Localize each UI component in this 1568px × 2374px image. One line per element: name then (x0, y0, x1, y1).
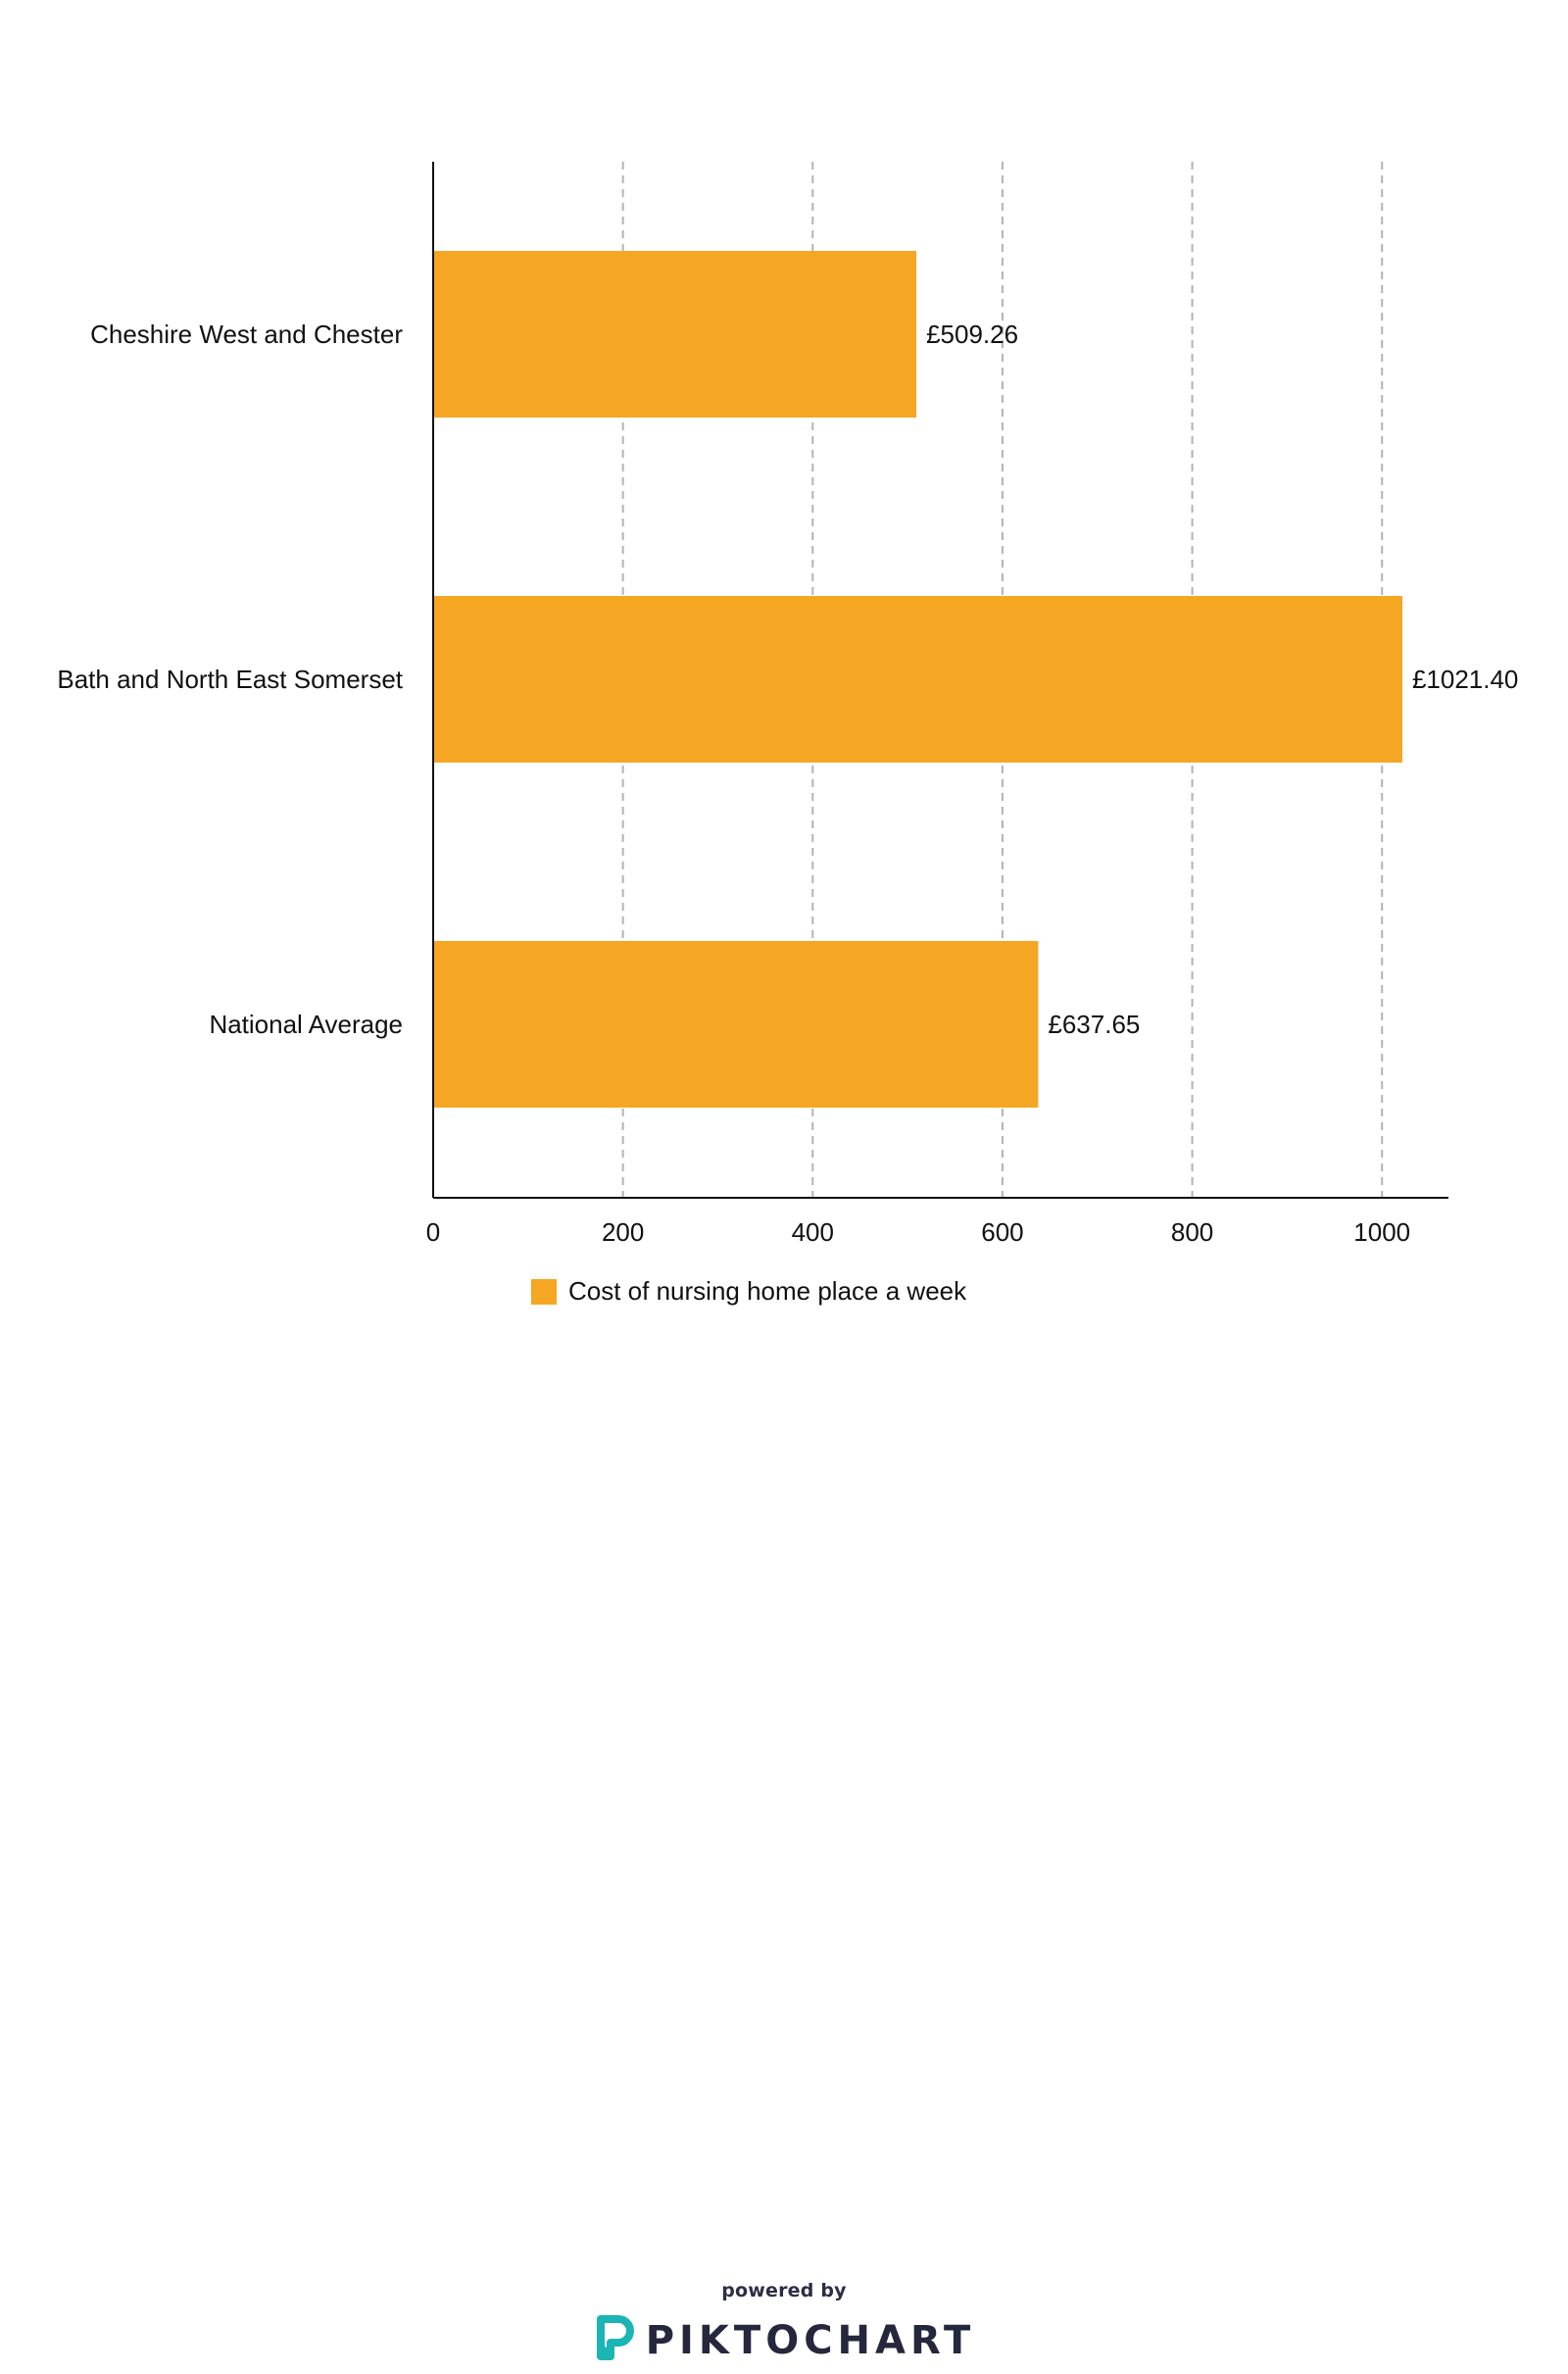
legend-label: Cost of nursing home place a week (568, 1276, 967, 1306)
bar-value-label: £637.65 (1048, 1010, 1141, 1039)
legend-swatch (531, 1279, 557, 1305)
category-label: Bath and North East Somerset (57, 665, 403, 694)
x-tick-label: 400 (791, 1217, 834, 1247)
bars (433, 251, 1402, 1108)
piktochart-wordmark: PIKTOCHART (645, 2317, 976, 2363)
x-tick-label: 600 (981, 1217, 1024, 1247)
bar (433, 596, 1402, 763)
bar (433, 941, 1038, 1108)
piktochart-brand[interactable] (593, 2313, 976, 2367)
category-label: Cheshire West and Chester (90, 320, 403, 349)
x-tick-label: 1000 (1353, 1217, 1411, 1247)
x-tick-label: 200 (601, 1217, 645, 1247)
powered-by-text: powered by (721, 2280, 847, 2301)
x-tick-label: 0 (425, 1217, 441, 1247)
bar-value-label: £1021.40 (1411, 665, 1519, 694)
legend (531, 1276, 966, 1307)
piktochart-logo-icon (593, 2313, 636, 2367)
footer (0, 2280, 1568, 2367)
x-tick-label: 800 (1170, 1217, 1214, 1247)
labels (57, 320, 1518, 1247)
bar (433, 251, 916, 418)
bar-value-label: £509.26 (926, 320, 1019, 349)
category-label: National Average (209, 1010, 403, 1039)
